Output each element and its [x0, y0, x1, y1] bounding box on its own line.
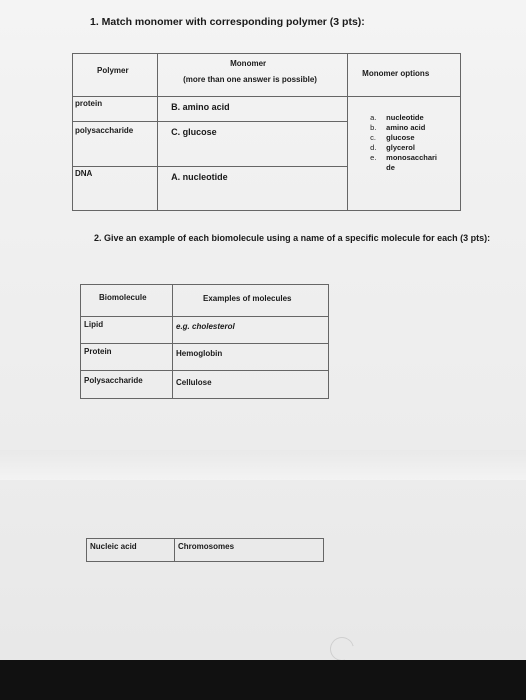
example-cell-protein — [173, 344, 329, 371]
example-lipid: e.g. cholesterol — [176, 322, 235, 331]
bottom-dark-edge — [0, 660, 526, 700]
examples-header-cell — [173, 285, 329, 317]
polymer-header-cell — [73, 54, 158, 97]
option-e-continued: de — [386, 163, 395, 172]
biomolecule-header-cell — [81, 285, 173, 317]
example-polysaccharide: Cellulose — [176, 378, 212, 387]
example-nucleic-acid: Chromosomes — [178, 542, 235, 551]
polymer-cell-dna — [73, 167, 158, 211]
monomer-options-list — [370, 113, 437, 173]
biomolecule-nucleic-acid: Nucleic acid — [90, 542, 137, 551]
biomolecule-cell-protein — [81, 344, 173, 371]
biomolecule-cell-nucleic-acid — [87, 539, 175, 562]
option-c: c. glucose — [370, 133, 415, 142]
option-e: e. monosacchari — [370, 153, 438, 162]
monomer-cell-polysaccharide — [158, 122, 348, 167]
option-d: d. glycerol — [370, 143, 415, 152]
example-cell-nucleic-acid — [175, 539, 324, 562]
options-cell — [348, 97, 461, 211]
monomer-header: Monomer — [230, 59, 267, 68]
polymer-cell-polysaccharide — [73, 122, 158, 167]
monomer-answer-polysaccharide: C. glucose — [171, 127, 217, 137]
monomer-polymer-table — [72, 53, 461, 211]
polymer-cell-protein — [73, 97, 158, 122]
biomolecule-polysaccharide: Polysaccharide — [84, 376, 143, 385]
option-a: a. nucleotide — [370, 113, 424, 122]
monomer-header-note: (more than one answer is possible) — [183, 75, 317, 84]
example-cell-polysaccharide — [173, 371, 329, 399]
examples-header: Examples of molecules — [203, 294, 292, 303]
question-2-title: 2. Give an example of each biomolecule using a name of a specific molecule for each (3 pts): — [94, 233, 491, 243]
question-1-title: 1. Match monomer with corresponding polymer (3 pts): — [90, 16, 365, 28]
monomer-cell-protein — [158, 97, 348, 122]
monomer-cell-dna — [158, 167, 348, 211]
biomolecule-header: Biomolecule — [99, 293, 147, 302]
polymer-protein: protein — [75, 99, 103, 108]
biomolecule-protein: Protein — [84, 347, 112, 356]
example-protein: Hemoglobin — [176, 349, 223, 358]
example-cell-lipid — [173, 317, 329, 344]
nucleic-acid-row — [86, 538, 324, 562]
biomolecule-cell-lipid — [81, 317, 173, 344]
option-b: b. amino acid — [370, 123, 426, 132]
options-header: Monomer options — [362, 69, 430, 78]
monomer-answer-dna: A. nucleotide — [171, 172, 228, 182]
monomer-answer-protein: B. amino acid — [171, 102, 230, 112]
biomolecule-table — [80, 284, 329, 399]
page-fold-strip — [0, 450, 526, 480]
biomolecule-lipid: Lipid — [84, 320, 104, 329]
polymer-polysaccharide: polysaccharide — [75, 126, 134, 135]
options-header-cell — [348, 54, 461, 97]
polymer-dna: DNA — [75, 169, 93, 178]
polymer-header: Polymer — [97, 66, 129, 75]
biomolecule-cell-polysaccharide — [81, 371, 173, 399]
monomer-header-cell — [158, 54, 348, 97]
